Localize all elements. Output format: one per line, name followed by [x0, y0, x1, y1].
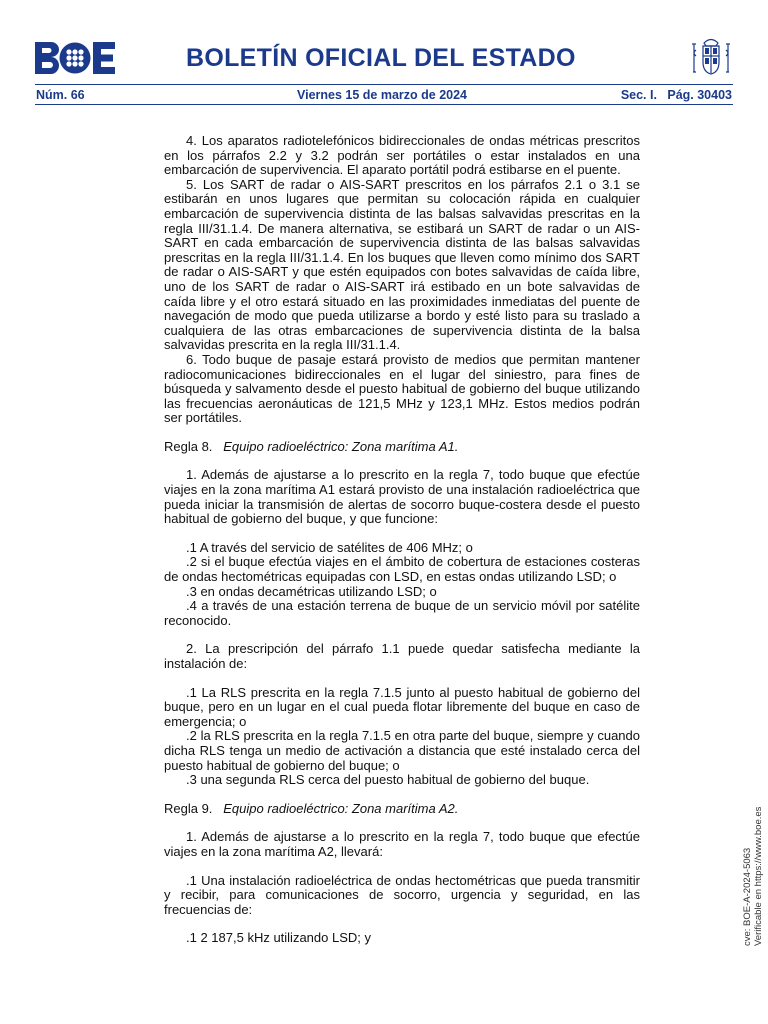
rule-number: Regla 8. — [164, 438, 213, 454]
verification-link[interactable]: Verificable en https://www.boe.es — [753, 806, 764, 946]
list-item: .1 A través del servicio de satélites de 406 MHz; o — [186, 539, 473, 555]
rule-heading — [164, 440, 640, 455]
rule-heading — [164, 802, 640, 817]
rule-title: Equipo radioeléctrico: Zona marítima A1. — [223, 438, 459, 454]
paragraph: 5. Los SART de radar o AIS-SART prescritos en los párrafos 2.1 o 3.1 se estibarán en unos lugares que permitan su colocación rápida en cualquier embarcación de supervivencia distinta de las balsas salvavidas prescritas en la regla III/31.1.4. De manera alternativa, se estibará un SART de radar o un AIS-SART en cada embarcación de supervivencia distinta de las balsas salvavidas prescritas en la regla III/31.1.4. En los buques que lleven como mínimo dos SART de radar o AIS-SART y que estén equipados con botes salvavidas de caída libre, uno de los SART de radar o AIS-SART irá estibado en un bote salvavidas de caída libre y el otro estará situado en las proximidades inmediatas del puente de navegación de modo que pueda utilizarse a bordo y esté listo para su traslado a cualquiera de las otras embarcaciones de supervivencia distinta de la balsa salvavidas prescrita en la regla III/31.1.4. — [164, 176, 640, 353]
list-item: .4 a través de una estación terrena de buque de un servicio móvil por satélite reconocido. — [164, 598, 640, 628]
issue-number: Núm. 66 — [36, 88, 85, 102]
rule-number: Regla 9. — [164, 800, 213, 816]
verification-note — [742, 807, 764, 946]
paragraph: 2. La prescripción del párrafo 1.1 puede quedar satisfecha mediante la instalación de: — [164, 641, 640, 671]
list-item: .2 si el buque efectúa viajes en el ámbito de cobertura de estaciones costeras de ondas hectométricas equipadas con LSD, en estas ondas utilizando LSD; o — [164, 554, 640, 585]
boe-logo — [35, 42, 115, 74]
list-item: .1 Una instalación radioeléctrica de ondas hectométricas que pueda transmitir y recibir, para comunicaciones de socorro, urgencia y seguridad, en las frecuencias de: — [164, 872, 640, 917]
header-rule-top — [35, 84, 733, 85]
paragraph: 1. Además de ajustarse a lo prescrito en la regla 7, todo buque que efectúe viajes en la zona marítima A2, llevará: — [164, 829, 640, 859]
cve-code: cve: BOE-A-2024-5063 — [742, 847, 753, 946]
header-rule-bottom — [35, 104, 733, 105]
list-item: .3 una segunda RLS cerca del puesto habitual de gobierno del buque. — [186, 772, 590, 788]
list-item: .2 la RLS prescrita en la regla 7.1.5 en otra parte del buque, siempre y cuando dicha RLS tenga un medio de activación a distancia que esté instalado cerca del puesto habitual de gobierno del buque; o — [164, 728, 640, 773]
list-item: .3 en ondas decamétricas utilizando LSD; o — [186, 583, 437, 599]
document-body — [164, 134, 640, 946]
paragraph: 6. Todo buque de pasaje estará provisto de medios que permitan mantener radiocomunicaciones bidireccionales en el lugar del siniestro, para fines de búsqueda y salvamento desde el puesto habitual de gobierno del buque utilizando las frecuencias aeronáuticas de 121,5 MHz y 123,1 MHz. Estos medios podrán ser portátiles. — [164, 351, 640, 426]
issue-date: Viernes 15 de marzo de 2024 — [297, 88, 468, 102]
list-item: .1 2 187,5 kHz utilizando LSD; y — [186, 930, 371, 946]
section-page: Sec. I. Pág. 30403 — [620, 88, 732, 102]
paragraph: 1. Además de ajustarse a lo prescrito en la regla 7, todo buque que efectúe viajes en la zona marítima A1 estará provisto de una instalación radioeléctrica que pueda iniciar la transmisión de alertas de socorro buque-costera desde el puesto habitual de gobierno del buque, y que funcione: — [164, 467, 640, 527]
coat-of-arms-icon — [690, 36, 732, 80]
rule-title: Equipo radioeléctrico: Zona marítima A2. — [223, 800, 459, 816]
gazette-title: BOLETÍN OFICIAL DEL ESTADO — [186, 44, 576, 72]
paragraph: 4. Los aparatos radiotelefónicos bidireccionales de ondas métricas prescritos en los párrafos 2.2 y 3.2 podrán ser portátiles o estar instalados en una embarcación de supervivencia. El aparato portátil podrá estibarse en el puente. — [164, 133, 640, 178]
list-item: .1 La RLS prescrita en la regla 7.1.5 junto al puesto habitual de gobierno del buque, pero en un lugar en el cual pueda flotar libremente del buque en caso de emergencia; o — [164, 684, 640, 729]
